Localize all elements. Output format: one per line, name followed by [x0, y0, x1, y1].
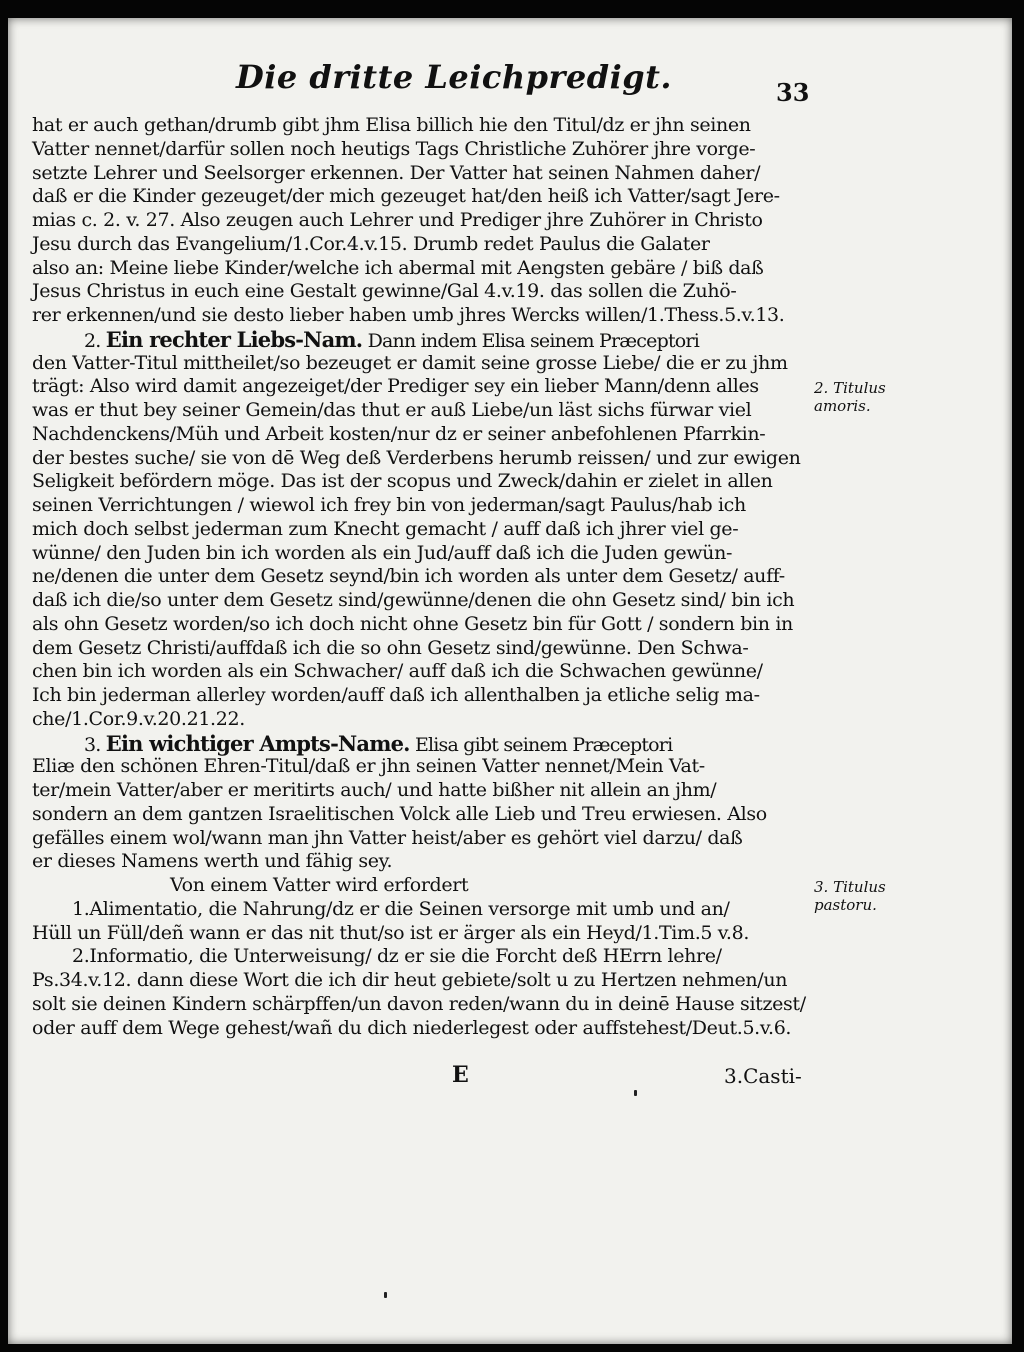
- list-item: 1.Alimentatio, die Nahrung/dz er die Seinen versorge mit umb und an/: [72, 897, 730, 920]
- text-line: oder auff dem Wege gehest/wañ du dich niederlegest oder auffstehest/Deut.5.v.6.: [32, 1016, 792, 1039]
- text-line: hat er auch gethan/drumb gibt jhm Elisa billich hie den Titul/dz er jhn seinen: [32, 114, 751, 136]
- section-2-number: 2.: [84, 329, 101, 352]
- running-title: Die dritte Leichpredigt.: [236, 58, 673, 96]
- text-line: der bestes suche/ sie von dē Weg deß Verderbens herumb reissen/ und zur ewigen: [32, 446, 801, 469]
- text-line: solt sie deinen Kindern schärpffen/un davon reden/wann du in deinē Hause sitzest/: [32, 992, 806, 1015]
- text-line: Ps.34.v.12. dann diese Wort die ich dir heut gebiete/solt u zu Hertzen nehmen/un: [32, 969, 788, 991]
- catchword: 3.Casti-: [724, 1064, 802, 1088]
- text-line: setzte Lehrer und Seelsorger erkennen. Der Vatter hat seinen Nahmen daher/: [32, 161, 761, 184]
- text-line: er dieses Namens werth und fähig sey.: [32, 850, 393, 873]
- text-line: den Vatter-Titul mittheilet/so bezeuget er damit seine grosse Liebe/ die er zu jhm: [32, 351, 788, 374]
- text-line: Jesu durch das Evangelium/1.Cor.4.v.15. Drumb redet Paulus die Galater: [32, 232, 710, 255]
- text-line: dem Gesetz Christi/auffdaß ich die so ohn Gesetz sind/gewünne. Den Schwa-: [32, 636, 749, 659]
- section-3-number: 3.: [84, 733, 101, 756]
- section-3-heading: Ein wichtiger Ampts-Name.: [105, 730, 410, 756]
- text-line: sondern an dem gantzen Israelitischen Volck alle Lieb und Treu erwiesen. Also: [32, 802, 767, 825]
- text-line: mich doch selbst jederman zum Knecht gemacht / auff daß ich jhrer viel ge-: [32, 517, 739, 540]
- marginal-note-2-line-2: amoris.: [814, 397, 871, 415]
- list-item: 2.Informatio, die Unterweisung/ dz er sie die Forcht deß HErrn lehre/: [72, 945, 722, 968]
- text-line: Jesus Christus in euch eine Gestalt gewinne/Gal 4.v.19. das sollen die Zuhö-: [32, 280, 737, 303]
- marginal-note-3-line-1: 3. Titulus: [814, 878, 886, 896]
- marginal-note-2: [814, 379, 886, 415]
- page-number: 33: [776, 78, 810, 107]
- section-2-first-line: Dann indem Elisa seinem Præceptori: [367, 329, 699, 352]
- text-line: daß er die Kinder gezeuget/der mich gezeuget hat/den heiß ich Vatter/sagt Jere-: [32, 185, 780, 208]
- signature-mark: E: [452, 1062, 469, 1088]
- text-line: che/1.Cor.9.v.20.21.22.: [32, 707, 245, 730]
- text-line: ne/denen die unter dem Gesetz seynd/bin ich worden als unter dem Gesetz/ auff-: [32, 565, 785, 588]
- text-line: Eliæ den schönen Ehren-Titul/daß er jhn seinen Vatter nennet/Mein Vat-: [32, 755, 705, 778]
- text-line: mias c. 2. v. 27. Also zeugen auch Lehrer und Prediger jhre Zuhörer in Christo: [32, 209, 763, 231]
- text-line: also an: Meine liebe Kinder/welche ich abermal mit Aengsten gebäre / biß daß: [32, 256, 764, 279]
- text-line: was er thut bey seiner Gemein/das thut er auß Liebe/un läst sichs fürwar viel: [32, 399, 752, 421]
- text-line: daß ich die/so unter dem Gesetz sind/gewünne/denen die ohn Gesetz sind/ bin ich: [32, 589, 795, 611]
- text-line: Vatter nennet/darfür sollen noch heutigs Tags Christliche Zuhörer jhre vorge-: [32, 137, 756, 160]
- subheading: Von einem Vatter wird erfordert: [170, 874, 469, 896]
- text-line: seinen Verrichtungen / wiewol ich frey bin von jederman/sagt Paulus/hab ich: [32, 494, 746, 516]
- marginal-note-3: [814, 878, 886, 914]
- text-line: rer erkennen/und sie desto lieber haben umb jhres Wercks willen/1.Thess.5.v.13.: [32, 304, 785, 326]
- text-line: ter/mein Vatter/aber er meritirts auch/ und hatte bißher nit allein an jhm/: [32, 779, 717, 801]
- text-line: Hüll un Füll/deñ wann er das nit thut/so ist er ärger als ein Heyd/1.Tim.5 v.8.: [32, 921, 750, 944]
- ink-speck: [384, 1292, 387, 1298]
- section-3-heading-line: [32, 732, 822, 756]
- marginal-note-3-line-2: pastoru.: [814, 896, 877, 914]
- section-2-heading: Ein rechter Liebs-Nam.: [105, 326, 363, 352]
- text-line: chen bin ich worden als ein Schwacher/ auff daß ich die Schwachen gewünne/: [32, 660, 763, 683]
- text-line: Nachdenckens/Müh und Arbeit kosten/nur dz er seiner anbefohlenen Pfarrkin-: [32, 422, 766, 445]
- text-line: Ich bin jederman allerley worden/auff daß ich allenthalben ja etliche selig ma-: [32, 684, 760, 706]
- text-line: gefälles einem wol/wann man jhn Vatter heist/aber es gehört viel darzu/ daß: [32, 826, 743, 849]
- main-text-block: [32, 114, 822, 1040]
- section-2-heading-line: [32, 328, 822, 352]
- text-line: als ohn Gesetz worden/so ich doch nicht ohne Gesetz bin für Gott / sondern bin in: [32, 612, 793, 635]
- text-line: trägt: Also wird damit angezeiget/der Prediger sey ein lieber Mann/denn alles: [32, 375, 759, 398]
- text-line: wünne/ den Juden bin ich worden als ein Jud/auff daß ich die Juden gewün-: [32, 541, 733, 564]
- book-page: [8, 18, 1012, 1344]
- ink-speck: [634, 1090, 637, 1096]
- section-3-first-line: Elisa gibt seinem Præceptori: [414, 733, 673, 756]
- marginal-note-2-line-1: 2. Titulus: [814, 379, 886, 397]
- text-line: Seligkeit befördern möge. Das ist der scopus und Zweck/dahin er zielet in allen: [32, 470, 773, 493]
